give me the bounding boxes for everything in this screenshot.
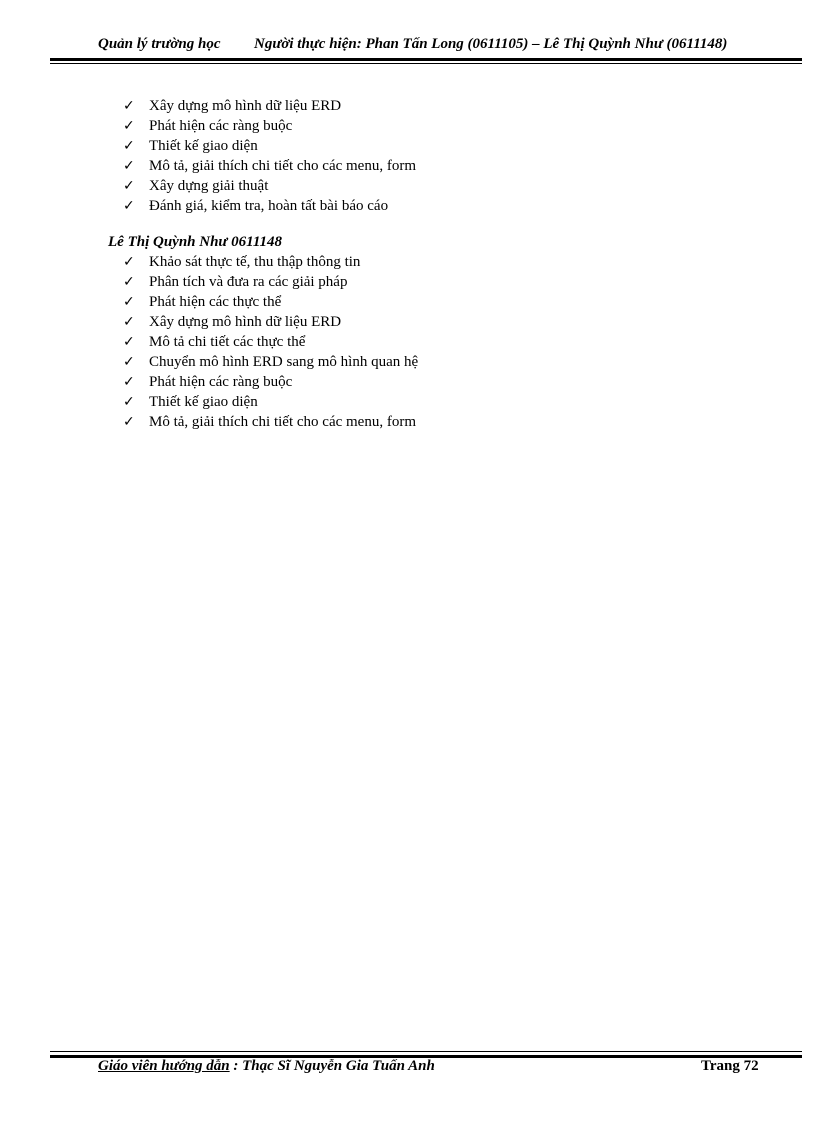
footer-rule-thin (50, 1051, 802, 1052)
header-rule-thick (50, 58, 802, 61)
list-item (123, 156, 768, 176)
task-list-1 (108, 96, 768, 216)
instructor-separator: : (229, 1058, 243, 1074)
check-icon: ✓ (123, 334, 135, 350)
check-icon: ✓ (123, 274, 135, 290)
list-item (123, 292, 768, 312)
list-item-text: Phân tích và đưa ra các giải pháp (149, 274, 348, 290)
list-item-text: Xây dựng giải thuật (149, 178, 269, 194)
task-list-2 (108, 252, 768, 432)
list-item (123, 412, 768, 432)
list-item (123, 392, 768, 412)
check-icon: ✓ (123, 118, 135, 134)
list-item (123, 176, 768, 196)
list-item (123, 96, 768, 116)
header-authors: Người thực hiện: Phan Tấn Long (0611105) – Lê Thị Quỳnh Như (0611148) (254, 36, 728, 52)
list-item (123, 116, 768, 136)
list-item-text: Xây dựng mô hình dữ liệu ERD (149, 98, 342, 114)
list-item-text: Thiết kế giao diện (149, 138, 258, 154)
check-icon: ✓ (123, 294, 135, 310)
list-item (123, 352, 768, 372)
check-icon: ✓ (123, 138, 135, 154)
list-item-text: Phát hiện các thực thể (149, 294, 282, 310)
list-item-text: Thiết kế giao diện (149, 394, 258, 410)
check-icon: ✓ (123, 354, 135, 370)
list-item (123, 372, 768, 392)
header-rule-thin (50, 63, 802, 64)
list-item-text: Xây dựng mô hình dữ liệu ERD (149, 314, 342, 330)
check-icon: ✓ (123, 198, 135, 214)
page-number: Trang 72 (701, 1058, 759, 1074)
instructor-name: Thạc Sĩ Nguyễn Gia Tuấn Anh (242, 1058, 435, 1074)
list-item (123, 252, 768, 272)
list-item-text: Khảo sát thực tế, thu thập thông tin (149, 254, 361, 270)
check-icon: ✓ (123, 414, 135, 430)
list-item-text: Mô tả, giải thích chi tiết cho các menu, form (149, 158, 416, 174)
list-item (123, 312, 768, 332)
check-icon: ✓ (123, 158, 135, 174)
header-subject: Quản lý trường học (98, 36, 221, 52)
list-item-text: Chuyển mô hình ERD sang mô hình quan hệ (149, 354, 419, 370)
list-item-text: Đánh giá, kiểm tra, hoàn tất bài báo cáo (149, 198, 389, 214)
list-item-text: Phát hiện các ràng buộc (149, 118, 293, 134)
instructor-label: Giáo viên hướng dẫn (98, 1058, 230, 1074)
check-icon: ✓ (123, 314, 135, 330)
check-icon: ✓ (123, 178, 135, 194)
page-footer (98, 1058, 778, 1078)
check-icon: ✓ (123, 374, 135, 390)
list-item (123, 272, 768, 292)
check-icon: ✓ (123, 98, 135, 114)
page-content (108, 96, 768, 432)
check-icon: ✓ (123, 394, 135, 410)
member-heading: Lê Thị Quỳnh Như 0611148 (108, 234, 283, 250)
page-header (98, 36, 788, 56)
list-item-text: Mô tả, giải thích chi tiết cho các menu, form (149, 414, 416, 430)
list-item (123, 196, 768, 216)
list-item (123, 332, 768, 352)
list-item-text: Phát hiện các ràng buộc (149, 374, 293, 390)
list-item (123, 136, 768, 156)
list-item-text: Mô tả chi tiết các thực thể (149, 334, 306, 350)
check-icon: ✓ (123, 254, 135, 270)
